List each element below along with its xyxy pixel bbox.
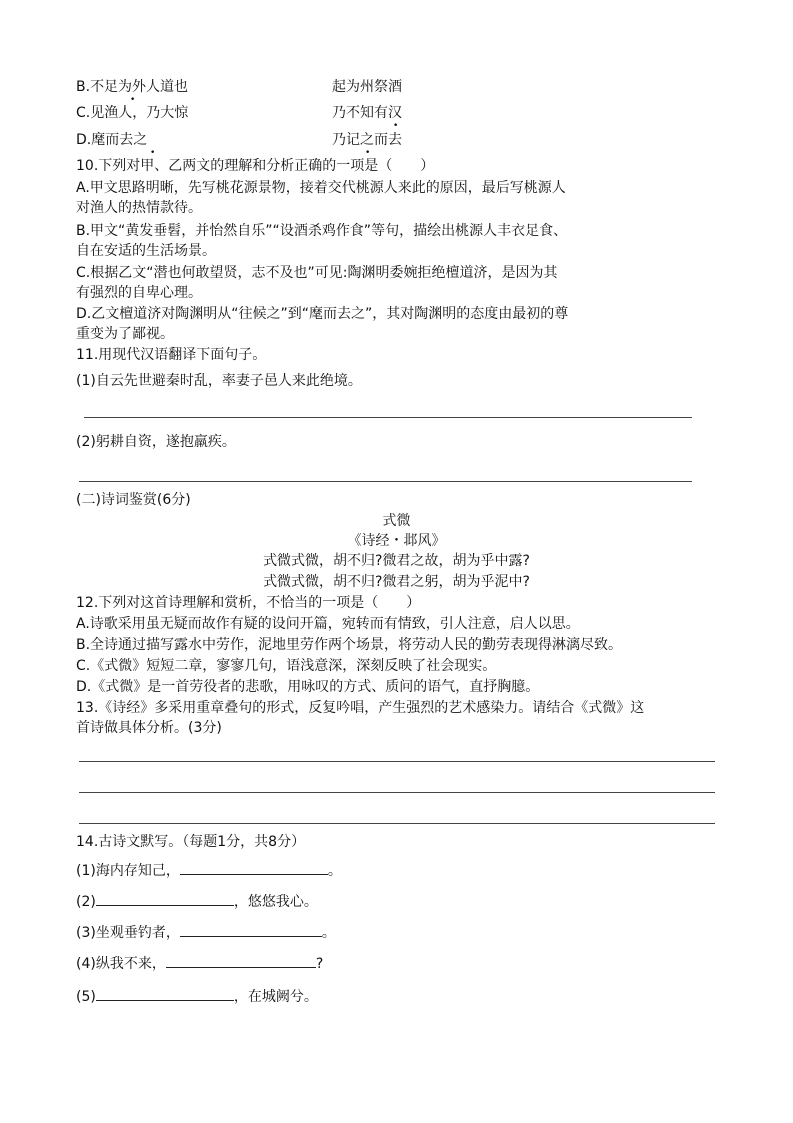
q9-option-d-right: 乃记之而去 <box>332 132 402 148</box>
emphasis-dot: • <box>393 121 399 131</box>
emphasis-dot: • <box>150 148 156 158</box>
fill-blank[interactable] <box>180 921 322 937</box>
q10-option-a-line1: A.甲文思路明晰，先写桃花源景物，接着交代桃源人来此的原因，最后写桃源人 <box>76 180 566 196</box>
q10-option-d-line1: D.乙文檀道济对陶渊明从“往候之”到“麾而去之”，其对陶渊明的态度由最初的尊 <box>76 306 569 322</box>
answer-line-q13-2[interactable] <box>79 792 715 793</box>
poem-line-2: 式微式微，胡不归?微君之躬，胡为乎泥中? <box>263 574 530 590</box>
q12-stem: 12.下列对这首诗理解和赏析，不恰当的一项是（ ） <box>76 595 421 611</box>
q10-option-c-line2: 有强烈的自卑心理。 <box>76 285 202 301</box>
answer-line-q11-2[interactable] <box>79 481 692 482</box>
q14-stem: 14.古诗文默写。（每题1分，共8分） <box>76 834 306 850</box>
q9-option-c: C.见渔人，乃大惊 <box>76 105 189 121</box>
q12-option-c: C.《式微》短短二章，寥寥几句，语浅意深，深刻反映了社会现实。 <box>76 658 497 674</box>
q14-item-5: (5) ，在城阙兮。 <box>76 985 318 1007</box>
q10-stem: 10.下列对甲、乙两文的理解和分析正确的一项是（ ） <box>76 158 435 174</box>
q14-item-3: (3)坐观垂钓者， 。 <box>76 921 336 943</box>
q12-option-b: B.全诗通过描写露水中劳作，泥地里劳作两个场景，将劳动人民的勤劳表现得淋漓尽致。 <box>76 637 623 653</box>
fill-blank[interactable] <box>96 985 234 1001</box>
q14-item-4: (4)纵我不来， ? <box>76 952 323 974</box>
fill-blank[interactable] <box>96 890 234 906</box>
q12-option-d: D.《式微》是一首劳役者的悲歌，用咏叹的方式、质问的语气，直抒胸臆。 <box>76 679 540 695</box>
poem-source: 《诗经・邶风》 <box>347 533 446 549</box>
q10-option-a-line2: 对渔人的热情款待。 <box>76 200 202 216</box>
q9-option-c-right: 乃不知有汉 <box>332 105 402 121</box>
poem-title: 式微 <box>382 513 411 529</box>
q9-option-b-right: 起为州祭酒 <box>332 79 402 95</box>
q9-option-d: D.麾而去之 <box>76 132 148 148</box>
q14-item-1: (1)海内存知己， 。 <box>76 859 342 881</box>
fill-blank[interactable] <box>166 952 316 968</box>
q10-option-b-line1: B.甲文“黄发垂髫，并怡然自乐”“设酒杀鸡作食”等句，描绘出桃源人丰衣足食、 <box>76 223 568 239</box>
q10-option-b-line2: 自在安适的生活场景。 <box>76 243 216 259</box>
emphasis-dot: • <box>130 95 136 105</box>
q13-stem-line1: 13.《诗经》多采用重章叠句的形式，反复吟唱，产生强烈的艺术感染力。请结合《式微》这 <box>76 700 645 716</box>
answer-line-q11-1[interactable] <box>84 417 692 418</box>
q10-option-d-line2: 重变为了鄙视。 <box>76 326 174 342</box>
q14-item-2: (2) ，悠悠我心。 <box>76 890 318 912</box>
answer-line-q13-3[interactable] <box>79 823 715 824</box>
q11-sentence-2: (2)躬耕自资，遂抱羸疾。 <box>76 434 236 450</box>
q13-stem-line2: 首诗做具体分析。(3分) <box>76 720 222 736</box>
fill-blank[interactable] <box>180 859 328 875</box>
poem-line-1: 式微式微，胡不归?微君之故，胡为乎中露? <box>263 553 530 569</box>
q12-option-a: A.诗歌采用虽无疑而故作有疑的设问开篇，宛转而有情致，引人注意，启人以思。 <box>76 616 580 632</box>
answer-line-q13-1[interactable] <box>79 761 715 762</box>
q9-option-b: B.不足为外人道也 <box>76 79 189 95</box>
q11-sentence-1: (1)自云先世避秦时乱，率妻子邑人来此绝境。 <box>76 373 362 389</box>
q11-stem: 11.用现代汉语翻译下面句子。 <box>76 347 267 363</box>
emphasis-dot: • <box>365 148 371 158</box>
section-heading-poetry: (二)诗词鉴赏(6分) <box>76 492 191 508</box>
q10-option-c-line1: C.根据乙文“潜也何敢望贤，志不及也”可见:陶渊明委婉拒绝檀道济，是因为其 <box>76 265 558 281</box>
